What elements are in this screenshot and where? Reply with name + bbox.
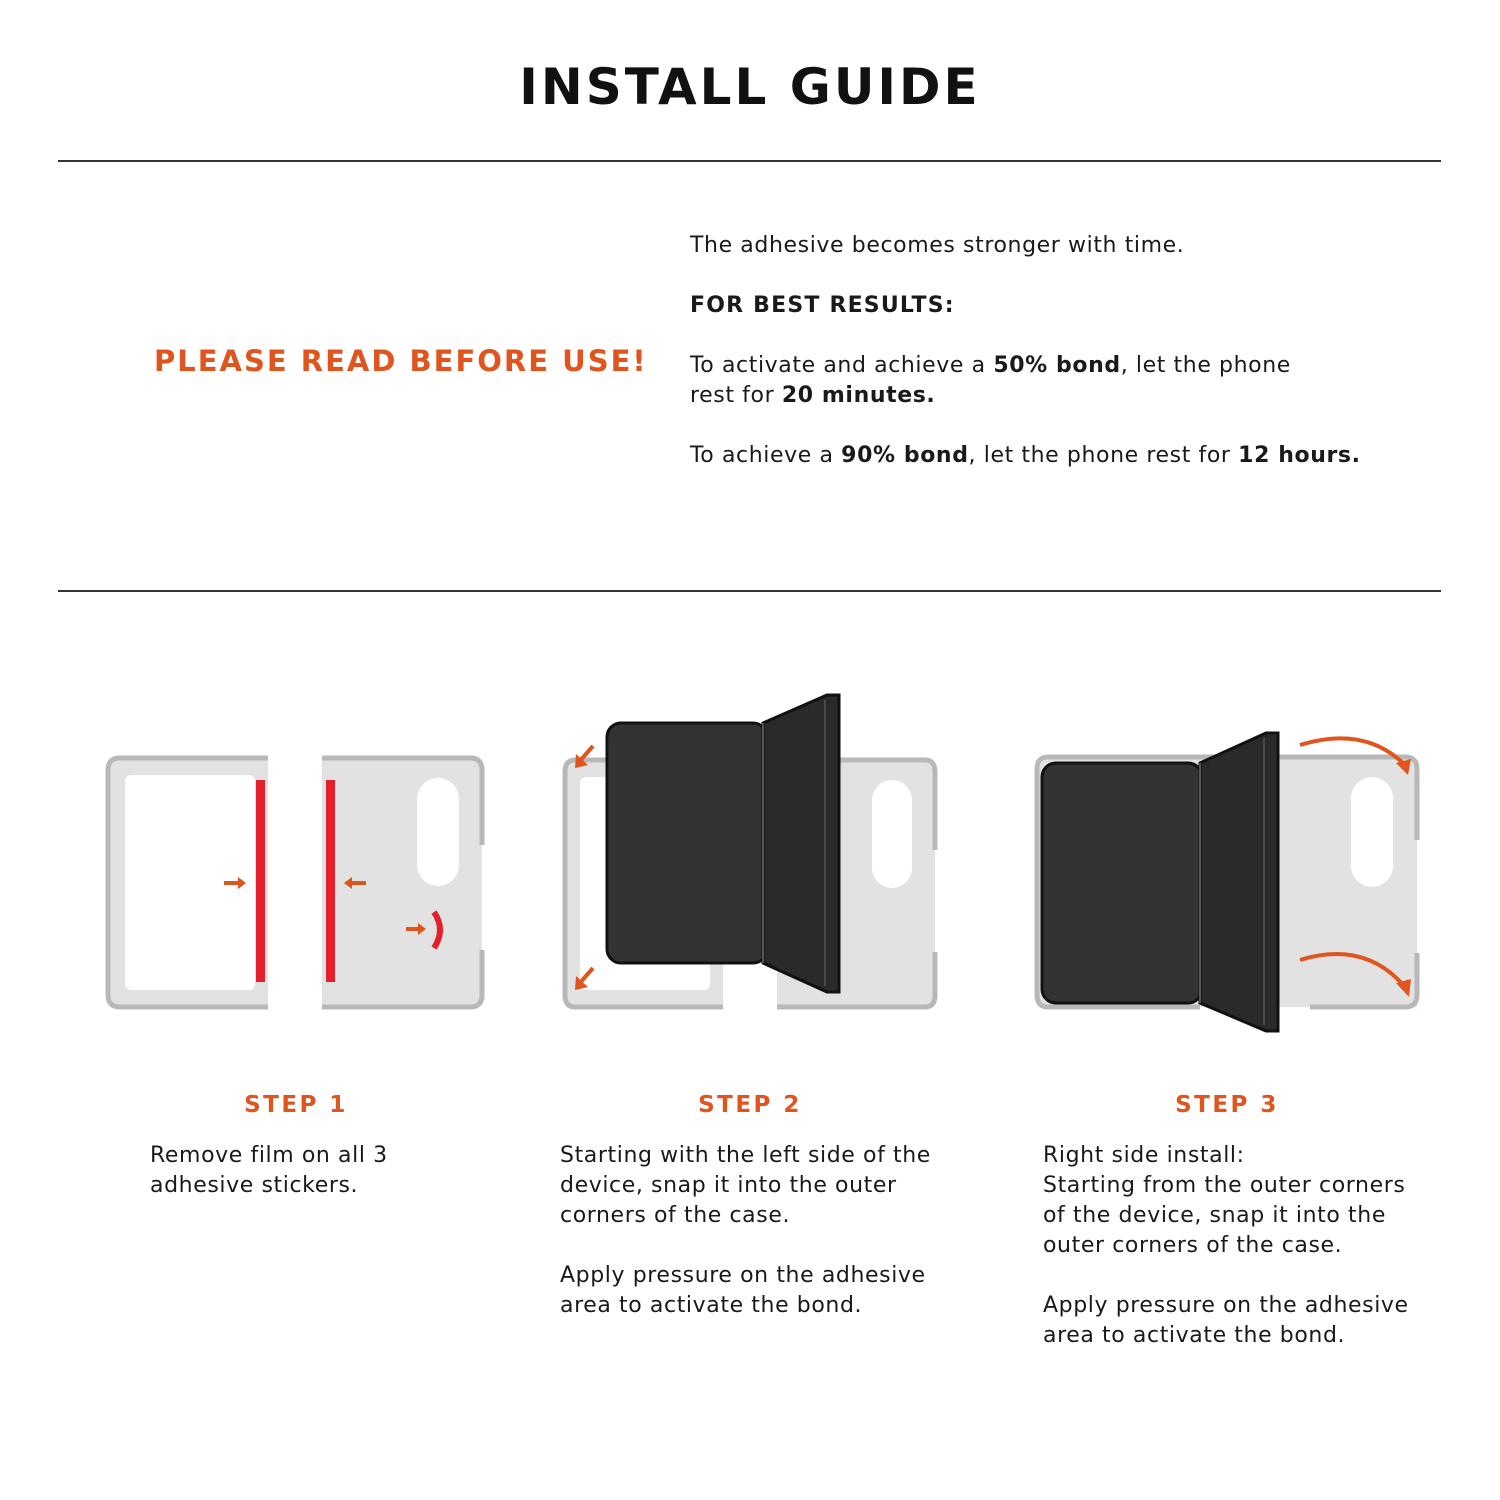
page-title: INSTALL GUIDE: [519, 58, 981, 116]
camera-cutout: [872, 780, 912, 888]
camera-cutout: [417, 778, 459, 886]
step1-label: STEP 1: [244, 1092, 348, 1118]
best-results-label: FOR BEST RESULTS:: [690, 293, 955, 318]
step1-description: Remove film on all 3 adhesive stickers.: [150, 1143, 388, 1198]
step2-description: Starting with the left side of the device, snap it into the outer corners of the case. Apply pressure on the adhesive area to activate the bond.: [560, 1143, 931, 1318]
device-right-panel: [763, 695, 839, 992]
step1-illustration: [100, 750, 490, 1015]
divider-top: [58, 160, 1441, 162]
device-right-panel: [1200, 733, 1278, 1031]
adhesive-strip-left: [256, 780, 265, 982]
notice-heading: PLEASE READ BEFORE USE!: [154, 344, 648, 378]
step3-description: Right side install: Starting from the outer corners of the device, snap it into the outer corners of the case. Apply pressure on the adhesive area to activate the bond.: [1043, 1143, 1409, 1348]
step3-illustration: [1030, 725, 1425, 1040]
info-paragraph-1: To activate and achieve a 50% bond, let the phone rest for 20 minutes.: [690, 353, 1291, 408]
adhesive-strip-right: [326, 780, 335, 982]
device-left-panel: [1042, 763, 1202, 1003]
info-paragraph-2: To achieve a 90% bond, let the phone rest for 12 hours.: [690, 443, 1361, 468]
step2-illustration: [555, 690, 945, 1015]
step3-label: STEP 3: [1175, 1092, 1279, 1118]
camera-cutout: [1351, 777, 1393, 887]
info-line-1: The adhesive becomes stronger with time.: [690, 233, 1185, 258]
divider-middle: [58, 590, 1441, 592]
step2-label: STEP 2: [698, 1092, 802, 1118]
device-left-panel: [607, 723, 767, 963]
